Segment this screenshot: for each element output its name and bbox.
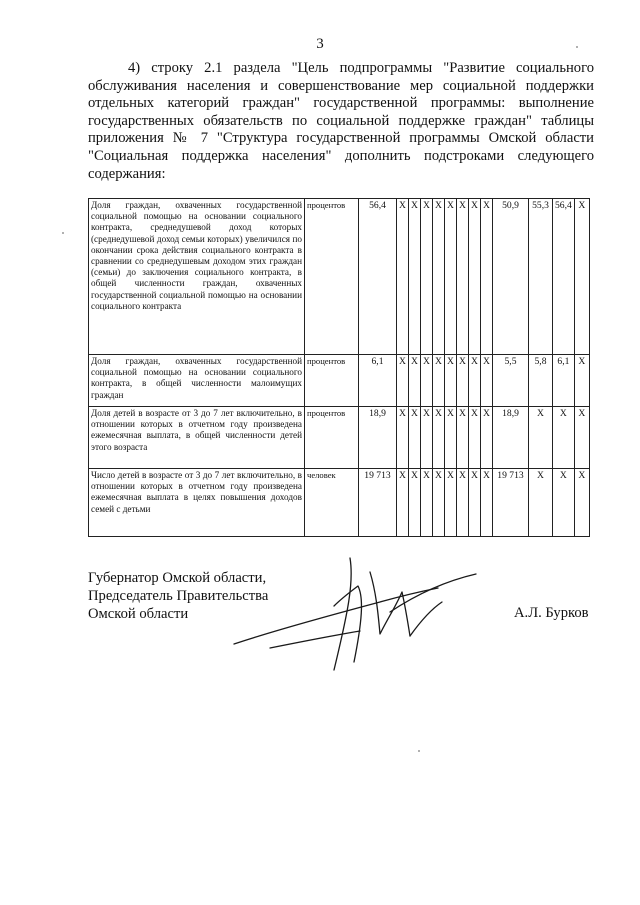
- year-value-cell: X: [481, 407, 493, 469]
- year-value-cell: X: [481, 199, 493, 355]
- year-value-cell: X: [469, 199, 481, 355]
- year-value-cell: X: [397, 407, 409, 469]
- value-cell-1: 19 713: [493, 469, 529, 537]
- indicator-name-cell: Доля детей в возрасте от 3 до 7 лет включительно, в отношении которых в отчетном году произведена ежемесячная выплата, в общей численности детей этого возраста: [89, 407, 305, 469]
- value-cell-3: 6,1: [553, 355, 575, 407]
- year-value-cell: X: [421, 407, 433, 469]
- year-value-cell: X: [409, 407, 421, 469]
- year-value-cell: X: [469, 355, 481, 407]
- scan-speck: [62, 232, 64, 234]
- scan-speck: [576, 46, 578, 48]
- intro-paragraph: 4) строку 2.1 раздела "Цель подпрограммы "Развитие социального обслуживания населения и совершенствование мер социальной поддержки отдельных категорий граждан" государственной программы: выполнение государственных обязательств по социальной поддержке граждан" таблицы приложения № 7 "Структура государственной программы Омской области "Социальная поддержка населения" дополнить подстроками следующего содержания:: [88, 60, 594, 182]
- year-value-cell: X: [445, 355, 457, 407]
- signatory-title: [88, 570, 288, 623]
- indicator-table: [88, 198, 590, 537]
- year-value-cell: X: [445, 199, 457, 355]
- year-value-cell: X: [445, 407, 457, 469]
- value-cell-2: X: [529, 469, 553, 537]
- unit-cell: процентов: [305, 407, 359, 469]
- value-cell-3: X: [553, 407, 575, 469]
- year-value-cell: X: [397, 199, 409, 355]
- value-cell-2: 5,8: [529, 355, 553, 407]
- year-value-cell: X: [481, 355, 493, 407]
- table-row: [89, 407, 590, 469]
- signatory-title-line-3: Омской области: [88, 605, 189, 622]
- table-body: [89, 199, 590, 537]
- value-cell-3: 56,4: [553, 199, 575, 355]
- year-value-cell: X: [481, 469, 493, 537]
- value-cell-2: X: [529, 407, 553, 469]
- year-value-cell: X: [457, 407, 469, 469]
- scan-speck: [418, 750, 420, 752]
- value-cell-2: 55,3: [529, 199, 553, 355]
- page-number: 3: [316, 36, 324, 52]
- total-value-cell: 6,1: [359, 355, 397, 407]
- unit-cell: процентов: [305, 199, 359, 355]
- value-cell-1: 5,5: [493, 355, 529, 407]
- year-value-cell: X: [421, 469, 433, 537]
- total-value-cell: 19 713: [359, 469, 397, 537]
- signer-name: А.Л. Бурков: [514, 605, 589, 621]
- year-value-cell: X: [421, 199, 433, 355]
- year-value-cell: X: [433, 355, 445, 407]
- value-cell-4: X: [574, 469, 589, 537]
- year-value-cell: X: [433, 199, 445, 355]
- signatory-title-line-2: Председатель Правительства: [88, 587, 269, 604]
- indicator-name-cell: Доля граждан, охваченных государственной социальной помощью на основании социального контракта, среднедушевой доход которых (среднедушевой доход семьи которых) увеличился по окончании срока действия социального контракта в сравнении со среднедушевым доходом этих граждан (семьи) до заключения социального контракта, в общей численности граждан, охваченных государственной социальной помощью на основании социального контракта: [89, 199, 305, 355]
- total-value-cell: 56,4: [359, 199, 397, 355]
- table-row: [89, 199, 590, 355]
- year-value-cell: X: [397, 355, 409, 407]
- value-cell-1: 50,9: [493, 199, 529, 355]
- value-cell-3: X: [553, 469, 575, 537]
- total-value-cell: 18,9: [359, 407, 397, 469]
- year-value-cell: X: [457, 199, 469, 355]
- year-value-cell: X: [445, 469, 457, 537]
- indicator-name-cell: Доля граждан, охваченных государственной социальной помощью на основании социального контракта, в общей численности малоимущих граждан: [89, 355, 305, 407]
- year-value-cell: X: [469, 469, 481, 537]
- indicator-name-cell: Число детей в возрасте от 3 до 7 лет включительно, в отношении которых в отчетном году произведена ежемесячная выплата в целях повышения доходов семей с детьми: [89, 469, 305, 537]
- unit-cell: процентов: [305, 355, 359, 407]
- year-value-cell: X: [433, 407, 445, 469]
- year-value-cell: X: [397, 469, 409, 537]
- value-cell-4: X: [574, 355, 589, 407]
- year-value-cell: X: [433, 469, 445, 537]
- year-value-cell: X: [409, 469, 421, 537]
- year-value-cell: X: [457, 355, 469, 407]
- unit-cell: человек: [305, 469, 359, 537]
- year-value-cell: X: [469, 407, 481, 469]
- value-cell-4: X: [574, 407, 589, 469]
- year-value-cell: X: [409, 199, 421, 355]
- table-row: [89, 469, 590, 537]
- value-cell-4: X: [574, 199, 589, 355]
- year-value-cell: X: [409, 355, 421, 407]
- table-row: [89, 355, 590, 407]
- value-cell-1: 18,9: [493, 407, 529, 469]
- year-value-cell: X: [421, 355, 433, 407]
- signatory-title-line-1: Губернатор Омской области,: [88, 570, 267, 586]
- year-value-cell: X: [457, 469, 469, 537]
